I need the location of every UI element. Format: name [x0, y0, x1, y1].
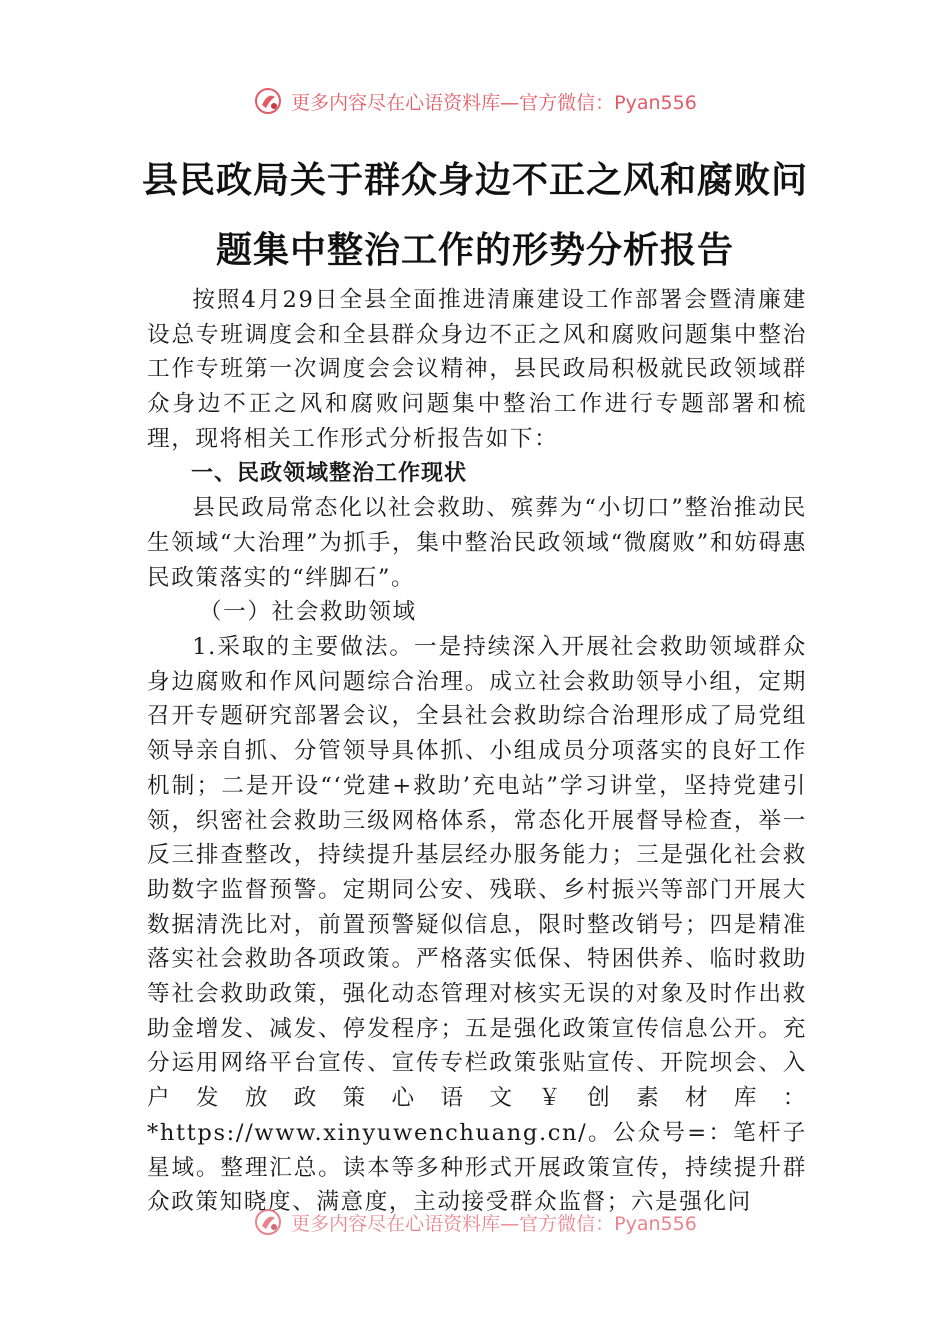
- watermark-text: 更多内容尽在心语资料库—官方微信：Pyan556: [291, 91, 697, 114]
- intro-paragraph: 按照4月29日全县全面推进清廉建设工作部署会暨清廉建设总专班调度会和全县群众身边不正之风和腐败问题集中整治工作专班第一次调度会会议精神，县民政局积极就民政领域群众身边不正之风和腐败问题集中整治工作进行专题部署和梳理，现将相关工作形式分析报告如下：: [147, 287, 807, 452]
- subsection-heading-1: （一）社会救助领域: [198, 599, 417, 626]
- brand-logo-icon: [253, 86, 283, 116]
- watermark-footer: [0, 1207, 950, 1237]
- document-body: [147, 283, 807, 1220]
- document-title-line-2: 题集中整治工作的形势分析报告: [215, 229, 734, 271]
- document-title-line-1: 县民政局关于群众身边不正之风和腐败问: [141, 159, 808, 201]
- watermark-header: [0, 86, 950, 116]
- section-heading-1: 一、民政领域整治工作现状: [191, 460, 468, 486]
- measures-paragraph: 1.采取的主要做法。一是持续深入开展社会救助领域群众身边腐败和作风问题综合治理。成立社会救助领导小组，定期召开专题研究部署会议，全县社会救助综合治理形成了局党组领导亲自抓、分管领导具体抓、小组成员分项落实的良好工作机制；二是开设“‘党建+救助’充电站”学习讲堂，坚持党建引领，织密社会救助三级网格体系，常态化开展督导检查，举一反三排查整改，持续提升基层经办服务能力；三是强化社会救助数字监督预警。定期同公安、残联、乡村振兴等部门开展大数据清洗比对，前置预警疑似信息，限时整改销号；四是精准落实社会救助各项政策。严格落实低保、特困供养、临时救助等社会救助政策，强化动态管理对核实无误的对象及时作出救助金增发、减发、停发程序；五是强化政策宣传信息公开。充分运用网络平台宣传、宣传专栏政策张贴宣传、开院坝会、入户发放政策心语文￥创素材库：*https://www.xinyuwenchuang.cn/。公众号=：笔杆子星域。整理汇总。读本等多种形式开展政策宣传，持续提升群众政策知晓度、满意度，主动接受群众监督；六是强化问: [147, 634, 807, 1216]
- section-1-paragraph: 县民政局常态化以社会救助、殡葬为“小切口”整治推动民生领域“大治理”为抓手，集中整治民政领域“微腐败”和妨碍惠民政策落实的“绊脚石”。: [147, 495, 807, 591]
- watermark-text: 更多内容尽在心语资料库—官方微信：Pyan556: [291, 1212, 697, 1235]
- brand-logo-icon: [253, 1207, 283, 1237]
